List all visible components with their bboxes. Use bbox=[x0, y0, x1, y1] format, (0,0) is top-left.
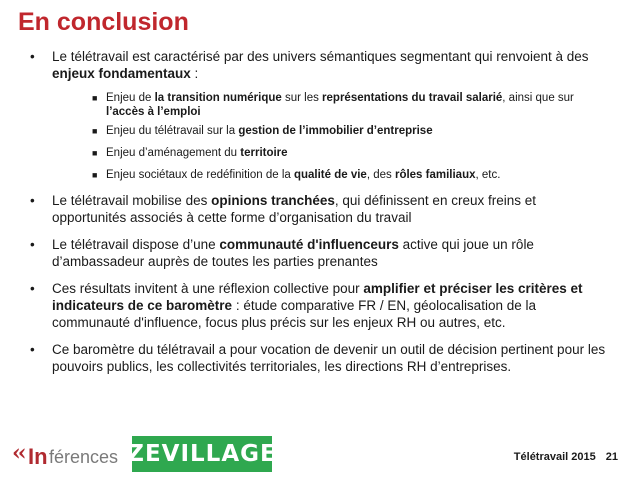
square-bullet-icon: ■ bbox=[92, 170, 98, 180]
sub-bullet-transition: ■ Enjeu de la transition numérique sur les représentations du travail salarié, ainsi que sur l’accès à l’emploi bbox=[92, 92, 574, 118]
square-bullet-icon: ■ bbox=[92, 93, 98, 103]
bullet-opinions: • Le télétravail mobilise des opinions tranchées, qui définissent en creux freins et opportunités associés à cette forme d’organisation du travail bbox=[30, 193, 536, 225]
bullet-enjeux: • Le télétravail est caractérisé par des univers sémantiques segmentant qui renvoient à des enjeux fondamentaux : bbox=[30, 49, 589, 81]
slide-title: En conclusion bbox=[18, 8, 189, 36]
sub-bullet-territoire: ■ Enjeu d’aménagement du territoire bbox=[92, 147, 288, 159]
slide-content bbox=[30, 48, 610, 375]
square-bullet-icon: ■ bbox=[92, 126, 98, 136]
bullet-dot: • bbox=[30, 281, 35, 296]
bullet-dot: • bbox=[30, 193, 35, 208]
bullet-barometre: • Ce baromètre du télétravail a pour vocation de devenir un outil de décision pertinent pour les pouvoirs publics, les collectivités territoriales, les directions RH d’entreprises. bbox=[30, 342, 606, 374]
square-bullet-icon: ■ bbox=[92, 148, 98, 158]
zevillage-logo: ZEVILLAGE bbox=[132, 436, 272, 472]
bullet-dot: • bbox=[30, 49, 35, 64]
inferences-logo: ‹‹ In férences bbox=[12, 440, 119, 469]
bullet-dot: • bbox=[30, 342, 35, 357]
bullet-dot: • bbox=[30, 237, 35, 252]
inferences-quote-mark-icon: ‹‹ bbox=[12, 440, 24, 466]
bullet-communaute: • Le télétravail dispose d’une communauté d'influenceurs active qui joue un rôle d’ambassadeur auprès de toutes les parties prenantes bbox=[30, 237, 534, 269]
footer-label bbox=[514, 451, 618, 463]
page-number: 21 bbox=[605, 451, 618, 463]
footer-title: Télétravail 2015 bbox=[513, 451, 596, 463]
sub-bullet-immobilier: ■ Enjeu du télétravail sur la gestion de l’immobilier d’entreprise bbox=[92, 125, 433, 137]
bullet-reflexion: • Ces résultats invitent à une réflexion collective pour amplifier et préciser les critères et indicateurs de ce baromètre : étude comparative FR / EN, géolocalisation de la communauté d'influence, focus plus précis sur les enjeux RH ou autres, etc. bbox=[30, 281, 583, 330]
sub-bullet-qualite-vie: ■ Enjeu sociétaux de redéfinition de la qualité de vie, des rôles familiaux, etc. bbox=[92, 169, 501, 181]
